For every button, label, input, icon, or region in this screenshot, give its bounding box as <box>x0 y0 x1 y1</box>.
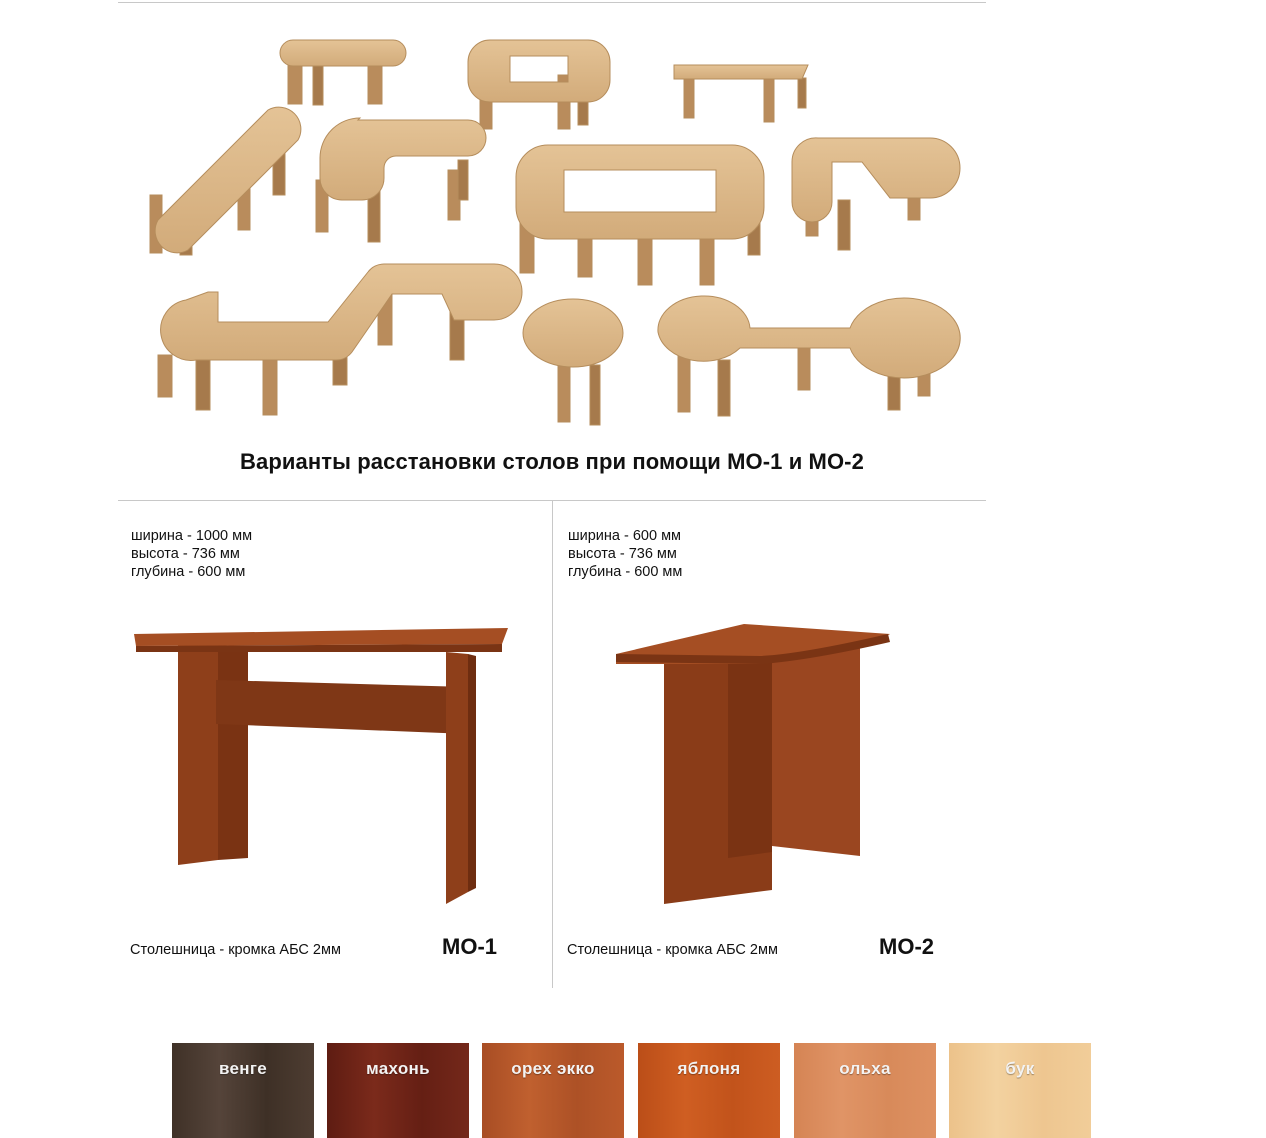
arrangements-illustration <box>118 20 986 440</box>
arrangement-u-shape <box>792 138 960 250</box>
spec-depth: глубина - 600 мм <box>131 564 246 580</box>
mo2-note: Столешница - кромка АБС 2мм <box>567 942 778 958</box>
arrangement-oval-small <box>280 40 406 105</box>
swatch-beech <box>949 1043 1091 1138</box>
arrangement-ring-small <box>468 40 610 129</box>
spec-height: высота - 736 мм <box>131 546 240 562</box>
arrangement-straight <box>674 65 808 122</box>
spec-width: ширина - 600 мм <box>568 528 682 544</box>
mo1-note: Столешница - кромка АБС 2мм <box>130 942 341 958</box>
mo1-model-label: МО-1 <box>442 934 497 959</box>
arrangement-s-shape <box>158 264 522 415</box>
swatch-label: венге <box>219 1059 267 1078</box>
swatch-mahogany <box>327 1043 469 1138</box>
mo1-table-image <box>130 622 512 912</box>
mo2-specs <box>568 527 682 581</box>
arrangement-ring-large <box>516 145 764 285</box>
arrangement-double-round <box>658 296 960 416</box>
spec-depth: глубина - 600 мм <box>568 564 683 580</box>
swatch-label: ольха <box>839 1059 891 1078</box>
arrangement-long-oval <box>150 107 301 255</box>
swatch-wenge <box>172 1043 314 1138</box>
swatch-label: бук <box>1005 1059 1035 1078</box>
arrangement-round <box>523 299 623 425</box>
swatch-alder <box>794 1043 936 1138</box>
top-divider <box>118 2 986 3</box>
mo2-table-image <box>612 620 894 910</box>
mo1-specs <box>131 527 252 581</box>
spec-width: ширина - 1000 мм <box>131 528 253 544</box>
swatch-apple <box>638 1043 780 1138</box>
arrangements-caption: Варианты расстановки столов при помощи МО-1 и МО-2 <box>240 449 864 474</box>
swatch-label: махонь <box>366 1059 430 1078</box>
swatch-walnut-ekko <box>482 1043 624 1138</box>
swatch-label: орех экко <box>511 1059 595 1078</box>
mo2-model-label: МО-2 <box>879 934 934 959</box>
column-divider <box>552 500 553 988</box>
swatch-label: яблоня <box>677 1059 741 1078</box>
spec-height: высота - 736 мм <box>568 546 677 562</box>
arrangement-c-shape <box>316 118 486 242</box>
